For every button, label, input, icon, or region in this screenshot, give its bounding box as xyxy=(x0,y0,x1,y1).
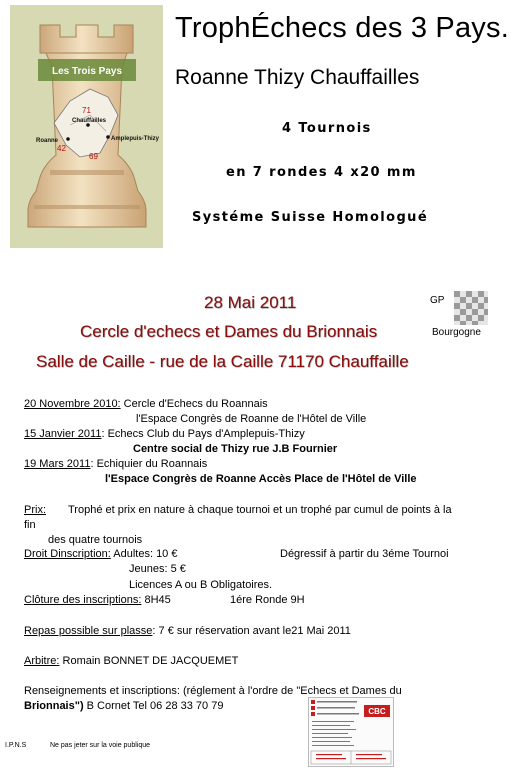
arbitre-row xyxy=(24,655,238,667)
droit-licences: Licences A ou B Obligatoires. xyxy=(129,579,273,591)
repas-price: : 7 € sur réservation avant le xyxy=(152,625,292,637)
prix-text: fin xyxy=(24,519,36,531)
cloture-ronde: 1ére Ronde 9H xyxy=(230,594,305,606)
schedule-club: Cercle d'Echecs du Roannais xyxy=(120,398,268,410)
page-title: TrophÉchecs des 3 Pays. xyxy=(175,12,509,44)
contact-line: Renseignements et inscriptions: (réglement à l'ordre de "Echecs et Dames du xyxy=(24,685,402,697)
gp-label: GP xyxy=(430,295,445,306)
schedule-venue: l'Espace Congrès de Roanne de l'Hôtel de Ville xyxy=(136,413,367,425)
arbitre-label: Arbitre: xyxy=(24,655,60,667)
repas-date: 21 Mai 2011 xyxy=(291,625,351,637)
event-date: 28 Mai 2011 xyxy=(204,293,297,312)
schedule-item xyxy=(24,398,268,410)
event-club: Cercle d'echecs et Dames du Brionnais xyxy=(80,322,378,341)
prix-text: des quatre tournois xyxy=(48,534,143,546)
sponsor-flyer xyxy=(308,697,394,767)
schedule-venue: l'Espace Congrès de Roanne Accès Place de l'Hôtel de Ville xyxy=(105,473,417,485)
contact-org: Brionnais") xyxy=(24,700,84,712)
droit-row xyxy=(24,548,177,560)
gp-region: Bourgogne xyxy=(432,327,481,338)
map-number-top: 71 xyxy=(82,106,91,115)
cloture-time: 8H45 xyxy=(141,594,171,606)
schedule-date: 19 Mars 2011 xyxy=(24,458,91,470)
droit-jeunes: Jeunes: 5 € xyxy=(129,563,186,575)
schedule-date: 15 Janvier 2011 xyxy=(24,428,102,440)
system-info: Systéme Suisse Homologué xyxy=(192,210,429,225)
map-label-left: Roanne xyxy=(36,138,59,144)
droit-label: Droit Dinscription: xyxy=(24,548,111,560)
schedule-date: 20 Novembre 2010: xyxy=(24,398,121,410)
cloture-label: Clôture des inscriptions: xyxy=(24,594,142,606)
footer-note: Ne pas jeter sur la voie publique xyxy=(50,742,151,749)
footer-code: I.P.N.S xyxy=(5,742,27,749)
repas-label: Repas possible sur plasse xyxy=(24,625,153,637)
prix-label: Prix: xyxy=(24,504,46,516)
droit-adults: Adultes: 10 € xyxy=(110,548,178,560)
tournament-count: 4 Tournois xyxy=(282,121,372,136)
repas-row xyxy=(24,625,351,637)
contact-row xyxy=(24,700,223,712)
schedule-club: : Echecs Club du Pays d'Amplepuis-Thizy xyxy=(101,428,305,440)
arbitre-name: Romain BONNET DE JACQUEMET xyxy=(59,655,239,667)
map-number-right: 69 xyxy=(89,152,98,161)
rook-illustration xyxy=(10,5,163,248)
map-number-left: 42 xyxy=(57,144,66,153)
schedule-club: : Echiquier du Roannais xyxy=(90,458,208,470)
event-venue: Salle de Caille - rue de la Caille 71170 Chauffaille xyxy=(36,352,409,371)
page-subtitle: Roanne Thizy Chauffailles xyxy=(175,66,420,89)
schedule-venue: Centre social de Thizy rue J.B Fournier xyxy=(133,443,338,455)
schedule-item xyxy=(24,458,207,470)
prix-text: Trophé et prix en nature à chaque tournoi et un trophé par cumul de points à la xyxy=(68,504,452,516)
map-label-top: Chauffailles xyxy=(72,118,107,124)
rounds-info: en 7 rondes 4 x20 mm xyxy=(226,165,417,180)
map-label-right: Amplepuis-Thizy xyxy=(111,136,160,142)
chessboard-logo-icon xyxy=(454,291,488,325)
droit-degressif: Dégressif à partir du 3éme Tournoi xyxy=(280,548,449,560)
schedule-item xyxy=(24,428,305,440)
cloture-row xyxy=(24,594,171,606)
hero-banner: Les Trois Pays xyxy=(51,66,123,77)
contact-phone: B Cornet Tel 06 28 33 70 79 xyxy=(83,700,224,712)
sponsor-badge: CBC xyxy=(368,707,386,716)
